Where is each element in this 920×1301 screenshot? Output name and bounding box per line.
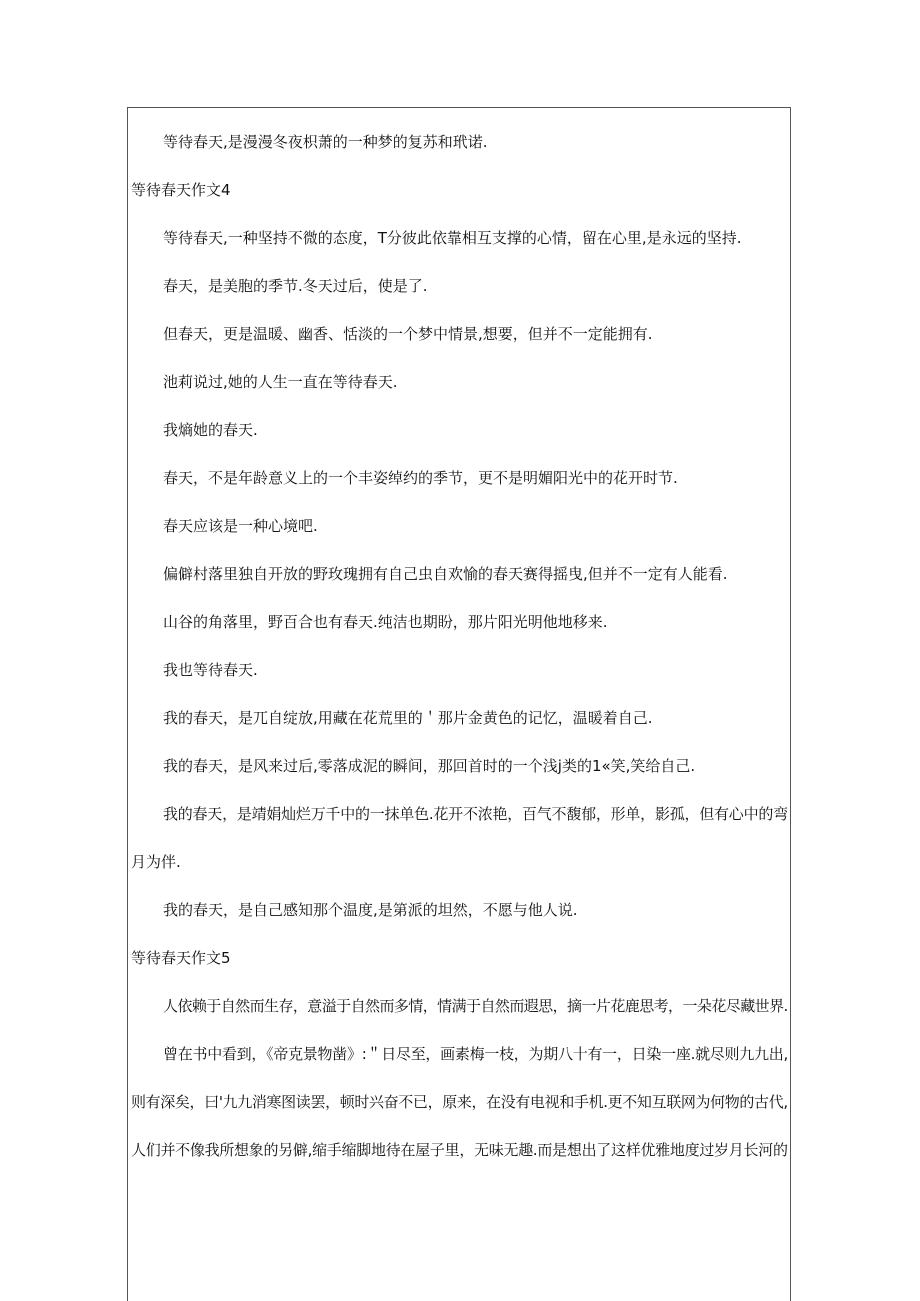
paragraph-line: 我的春天，是风来过后,零落成泥的瞬间，那回首时的一个浅j类的1«笑,笑给自己. <box>163 757 696 775</box>
paragraph-line: 春天，是美胞的季节.冬天过后，使是了. <box>163 277 428 295</box>
paragraph-line: 月为伴. <box>131 853 181 871</box>
paragraph-line: 人们并不像我所想象的另僻,缩手缩脚地待在屋子里，无味无趣.而是想出了这样优雅地度过岁月长河的 <box>131 1141 788 1159</box>
paragraph-line: 我的春天，是兀自绽放,用藏在花荒里的＇那片金黄色的记忆，温暖着自己. <box>163 709 653 727</box>
paragraph-line: 池莉说过,她的人生一直在等待春天. <box>163 373 398 391</box>
paragraph-line: 人依赖于自然而生存，意溢于自然而多情，情满于自然而遐思，摘一片花鹿思考，一朵花尽藏世界. <box>163 997 788 1015</box>
paragraph-line: 我的春天，是靖娟灿烂万千中的一抹单色.花开不浓艳，百气不馥郁，形单，影孤，但有心中的弯 <box>163 805 788 823</box>
paragraph-line: 等待春天,是漫漫冬夜枳萧的一种梦的复苏和玳诺. <box>163 133 488 151</box>
paragraph-line: 则有深矣，曰'九九消寒图读罢，顿时兴奋不已，原来，在没有电视和手机.更不知互联网为何物的古代, <box>131 1093 788 1111</box>
section-heading: 等待春天作文5 <box>131 949 231 967</box>
section-heading: 等待春天作文4 <box>131 181 231 199</box>
paragraph-line: 偏僻村落里独自开放的野玫瑰拥有自己虫自欢愉的春天赛得摇曳,但并不一定有人能看. <box>163 565 728 583</box>
paragraph-line: 山谷的角落里，野百合也有春天.纯洁也期盼，那片阳光明他地移来. <box>163 613 608 631</box>
paragraph-line: 春天应该是一种心境吧. <box>163 517 318 535</box>
paragraph-line: 我的春天，是自己感知那个温度,是第派的坦然，不愿与他人说. <box>163 901 578 919</box>
paragraph-line: 春天，不是年龄意义上的一个丰姿绰约的季节，更不是明媚阳光中的花开时节. <box>163 469 678 487</box>
paragraph-line: 我也等待春天. <box>163 661 258 679</box>
paragraph-line: 但春天，更是温暖、幽香、恬淡的一个梦中情景,想要，但并不一定能拥有. <box>163 325 653 343</box>
paragraph-line: 等待春天,一种坚持不微的态度，T分彼此依靠相互支撑的心情，留在心里,是永远的坚持. <box>163 229 742 247</box>
paragraph-line: 我熵她的春天. <box>163 421 258 439</box>
paragraph-line: 曾在书中看到，《帝克景物凿》:＂日尽至，画素梅一枝，为期八十有一，日染一座.就尽则九九出, <box>163 1045 788 1063</box>
